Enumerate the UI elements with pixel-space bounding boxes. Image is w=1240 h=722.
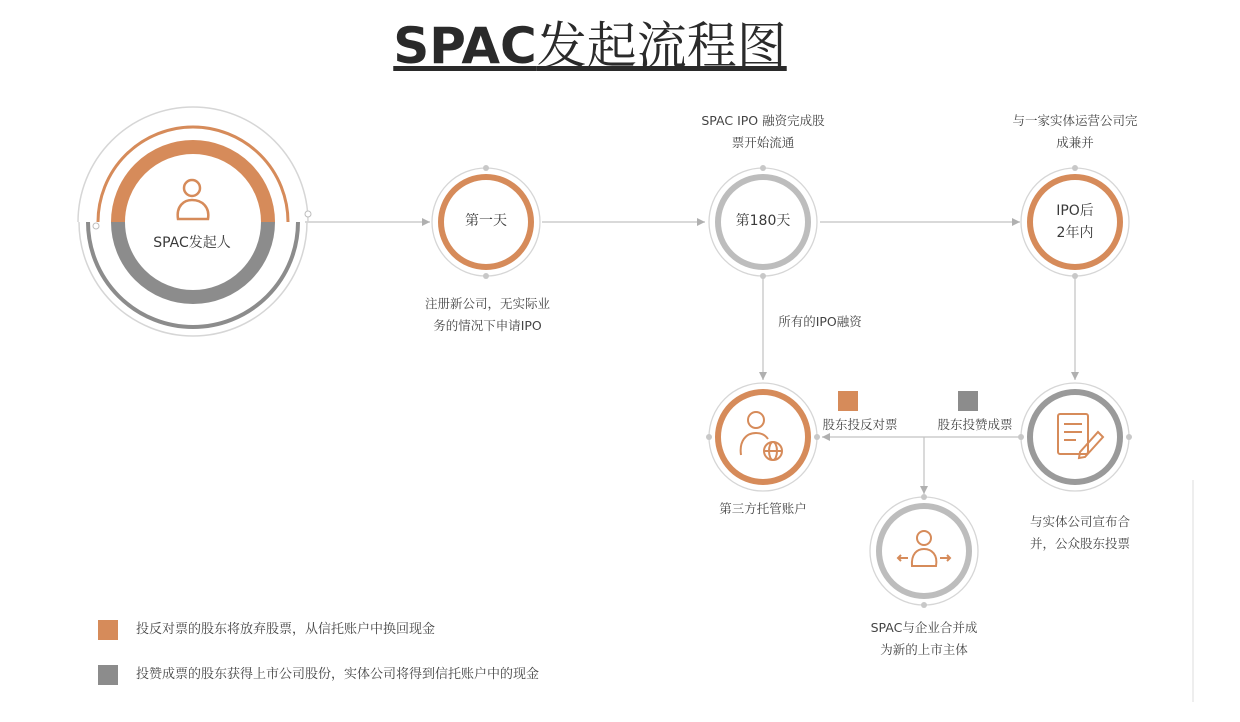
escrow-label: 第三方托管账户 bbox=[719, 501, 807, 516]
day180-desc-line2: 票开始流通 bbox=[731, 135, 795, 150]
day1-label: 第一天 bbox=[465, 213, 507, 229]
day1-desc-line2: 务的情况下申请IPO bbox=[433, 318, 542, 333]
legend-swatch-against bbox=[98, 620, 118, 640]
vote-against-label: 股东投反对票 bbox=[822, 417, 898, 432]
day1-desc-line1: 注册新公司，无实际业 bbox=[424, 296, 550, 311]
vote-for-square bbox=[958, 391, 978, 411]
title-latin: SPAC bbox=[393, 17, 537, 75]
announce-desc-line2: 并，公众股东投票 bbox=[1029, 536, 1130, 551]
announce-desc-line1: 与实体公司宣布合 bbox=[1029, 514, 1130, 529]
day180-label: 第180天 bbox=[735, 213, 791, 229]
vote-for-label: 股东投赞成票 bbox=[937, 417, 1013, 432]
legend-swatch-for bbox=[98, 665, 118, 685]
vote-against-square bbox=[838, 391, 858, 411]
merged-desc-line2: 为新的上市主体 bbox=[880, 642, 968, 657]
edge-divider bbox=[1192, 480, 1194, 702]
legend-text-against: 投反对票的股东将放弃股票，从信托账户中换回现金 bbox=[136, 622, 436, 637]
escrow-node bbox=[706, 383, 820, 491]
person-icon bbox=[178, 180, 209, 219]
announce-node bbox=[1018, 383, 1132, 491]
all-ipo-funds-label: 所有的IPO融资 bbox=[778, 314, 862, 329]
legend-text-for: 投赞成票的股东获得上市公司股份，实体公司将得到信托账户中的现金 bbox=[136, 667, 540, 682]
sponsor-label: SPAC发起人 bbox=[153, 235, 231, 251]
ipo2-label-line2: 2年内 bbox=[1056, 225, 1094, 241]
ipo2-desc-line2: 成兼并 bbox=[1056, 135, 1094, 150]
day180-desc-line1: SPAC IPO 融资完成股 bbox=[701, 113, 825, 128]
sponsor-node bbox=[78, 107, 311, 336]
connectors bbox=[305, 222, 1075, 494]
ipo2-desc-line1: 与一家实体运营公司完 bbox=[1012, 113, 1138, 128]
merged-desc-line1: SPAC与企业合并成 bbox=[870, 620, 978, 635]
title-chinese: 发起流程图 bbox=[536, 17, 787, 75]
ipo2-label-line1: IPO后 bbox=[1056, 203, 1094, 219]
merged-node bbox=[870, 494, 978, 608]
